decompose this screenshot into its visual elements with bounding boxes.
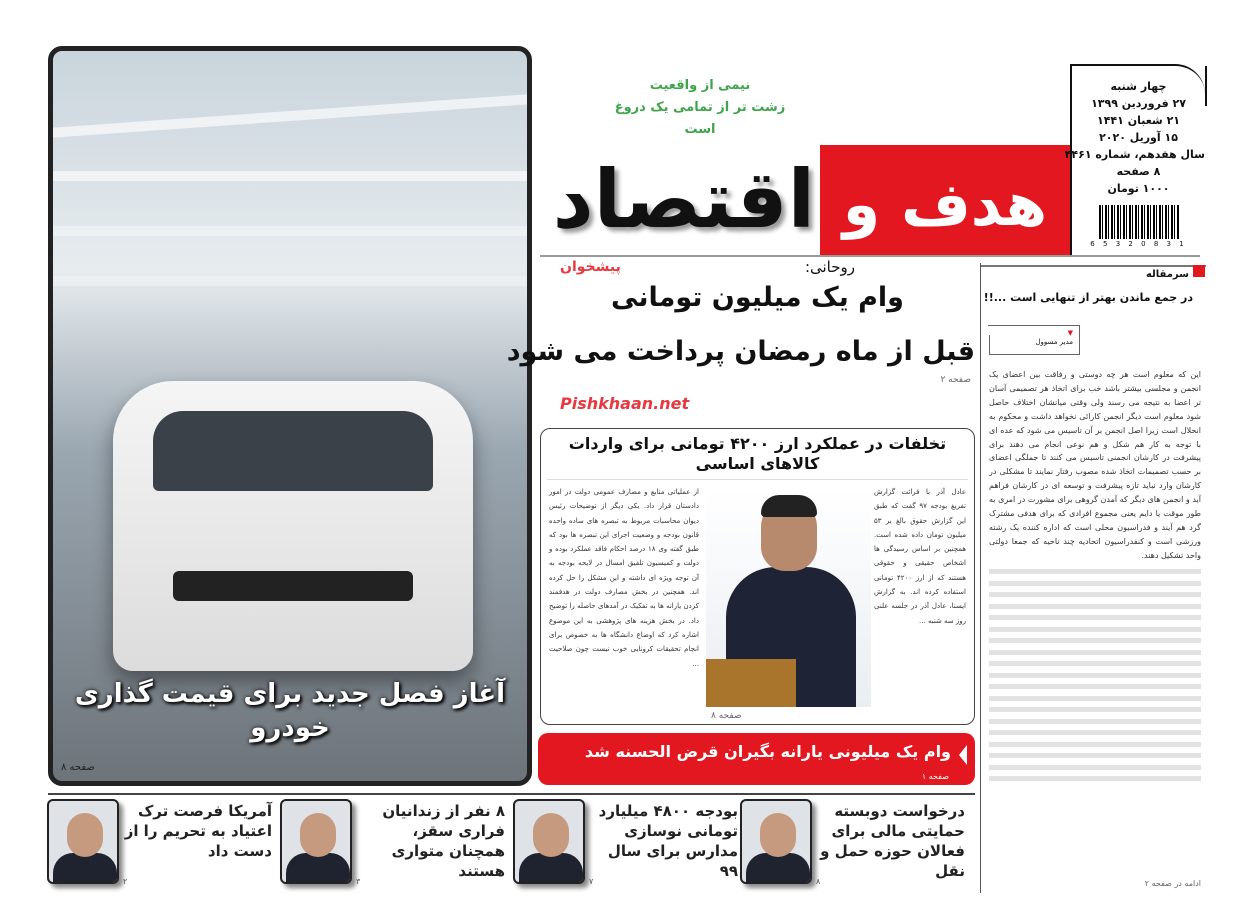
teaser-item[interactable]	[513, 797, 738, 889]
issue-number: سال هفدهم، شماره ۴۴۶۱	[1064, 148, 1205, 161]
date-gregorian: ۱۵ آوریل ۲۰۲۰	[1099, 131, 1178, 144]
editorial-title[interactable]: در جمع ماندن بهتر از تنهایی است ...!!	[983, 291, 1193, 304]
lead-page-ref: صفحه ۲	[940, 375, 971, 385]
ceiling-beam	[53, 276, 527, 286]
arrow-icon	[959, 745, 967, 765]
barcode-number: 1 3 8 0 2 3 5 6	[1090, 240, 1187, 248]
slogan-line: نیمی از واقعیت	[649, 78, 751, 93]
teaser-text[interactable]: درخواست دوبسته حمایتی مالی برای فعالان حوزه حمل و نقل	[820, 802, 965, 880]
logo-main: اقتصاد	[552, 153, 815, 246]
article-column-right: عادل آذر با قرائت گزارش تفریغ بودجه ۹۷ گفت که طبق این گزارش حقوق بالغ بر ۵۳ میلیون تومان داده شده است. همچنین بر اساس رسیدگی ها اشخاص حقیقی و حقوقی هستند که از ارز ۴۲۰۰ تومانی استفاده کرده اند. به گزارش ایسنا، عادل آذر در جلسه علنی روز سه شنبه ...	[874, 488, 966, 625]
editorial-text: این که معلوم است هر چه دوستی و رفاقت بین اعضای یک انجمن و مجلسی بیشتر باشد خب برای اتخاذ هر تصمیمی آسان تر اعضا به نتیجه می رسند ولی وقتی میانشان اختلاف حاصل شود معلوم است دیگر انجمن کارائی نخواهد داشت و محکوم به انحلال است زیرا اصل انجمن بر آن تاسیس می شود که عده ای با توجه به کار هم شکل و هم نوعی انجام می دهند برای پیشرفت در کارشان انجمنی تاسیس می کنند تا جملگی اعضای بر حسب تصمیمات اتخاذ شده مصوب رفتار نمایند تا مشکلی در کارشان وارد نباید تازه پیشرفت و توسعه ای در کارشان فراهم آید و انجمن های دیگر که آمدن گروهی برای مشورت در امری به طور موقت یا دایم یعنی مجموع افرادی که برای هدفی مشترک گرد هم آیند و فدراسیون محلی است که اداره کننده یک رشته ورزشی است و کنفدراسیون اتحادیه چند ناحیه که جمعا دولتی واحد تشکیل دهند.	[989, 370, 1201, 560]
official-portrait	[706, 489, 871, 707]
slogan	[600, 75, 800, 141]
article-box[interactable]	[540, 428, 975, 725]
price: ۱۰۰۰ تومان	[1107, 182, 1170, 195]
editorial-body	[989, 368, 1201, 788]
teaser-photo	[740, 799, 812, 884]
photo-page-ref: صفحه ۸	[61, 762, 95, 773]
triangle-icon: ▼	[1067, 329, 1073, 337]
author: مدیر مسوول	[1035, 338, 1073, 346]
headline-kicker: روحانی:	[804, 258, 855, 276]
teaser-page-ref: ۳	[356, 877, 361, 886]
teaser-page-ref: ۷	[589, 877, 594, 886]
page-count: ۸ صفحه	[1116, 165, 1161, 178]
date-lunar: ۲۱ شعبان ۱۴۴۱	[1097, 114, 1180, 127]
headline-line[interactable]: وام یک میلیون تومانی	[611, 282, 904, 313]
watermark-url: Pishkhaan.net	[560, 394, 690, 413]
divider	[989, 335, 1079, 355]
headline-line[interactable]: قبل از ماه رمضان پرداخت می شود	[506, 336, 975, 367]
banner-text[interactable]: وام یک میلیونی یارانه بگیران قرض الحسنه شد	[584, 742, 951, 761]
newspaper-logo	[545, 150, 815, 250]
ceiling-beam	[53, 226, 527, 236]
article-title[interactable]: تخلفات در عملکرد ارز ۴۲۰۰ تومانی برای واردات کالاهای اساسی	[547, 429, 968, 480]
watermark: پیشخوان	[560, 259, 621, 275]
divider	[48, 793, 975, 795]
photo-caption[interactable]: آغاز فصل جدید برای قیمت گذاری خودرو	[74, 679, 506, 743]
divider	[540, 255, 1200, 257]
slogan-line: زشت تر از تمامی یک دروغ است	[614, 100, 786, 137]
banner-page-ref: صفحه ۱	[921, 772, 949, 781]
teaser-photo	[513, 799, 585, 884]
issue-info-box	[1064, 64, 1205, 255]
teaser-text[interactable]: ۸ نفر از زندانیان فراری سقز، همچنان متواری هستند	[382, 802, 505, 880]
teaser-item[interactable]	[47, 797, 272, 889]
logo-sub: هدف و	[842, 170, 1048, 240]
red-banner-headline[interactable]	[538, 733, 975, 785]
article-column-left: از عملیاتی منابع و مصارف عمومی دولت در امور دادستان قرار داد. یکی دیگر از توضیحات رئیس دیوان محاسبات مربوط به تبصره های ساده واحده قانون بودجه و وضعیت اجرای این تبصره ها بود که طبق گفته وی ۱۸ درصد احکام فاقد عملکرد بوده و دولت و کمیسیون تلفیق امسال در لایحه بودجه به آن توجه ویژه ای داشته و این مشکل را حل کرده اند. همچنین در بخش مصارف دولت در هدفمند کردن یارانه ها به تفکیک در آمدهای حاصله را توضیح داد. در بخش هزینه های پژوهشی به این موضوع اشاره کرد که اوضاع دانشگاه ها به خصوص برای انجام تحقیقات کرونایی خوب نیست چون صلاحیت ...	[549, 488, 700, 668]
editorial-label: سرمقاله	[1145, 269, 1189, 280]
teaser-item[interactable]	[740, 797, 965, 889]
teaser-text[interactable]: آمریکا فرصت ترک اعتیاد به تحریم را از دست داد	[124, 802, 272, 860]
weekday: چهار شنبه	[1110, 80, 1167, 93]
barcode	[1099, 205, 1179, 239]
article-page-ref: صفحه ۸	[711, 711, 742, 721]
cover-photo[interactable]	[48, 46, 532, 786]
teaser-item[interactable]	[280, 797, 505, 889]
teaser-text[interactable]: بودجه ۴۸۰۰ میلیارد تومانی نوسازی مدارس برای سال ۹۹	[598, 802, 738, 880]
teaser-page-ref: ۲	[123, 877, 128, 886]
section-marker-icon	[1193, 265, 1205, 277]
lead-story[interactable]	[506, 258, 975, 386]
ceiling-beam	[53, 171, 527, 181]
editorial-column[interactable]	[980, 263, 1205, 893]
ceiling-beam	[53, 94, 527, 137]
teaser-photo	[47, 799, 119, 884]
car-image	[113, 381, 473, 671]
divider	[981, 265, 1206, 267]
teaser-page-ref: ۸	[816, 877, 821, 886]
continued-link[interactable]: ادامه در صفحه ۲	[1144, 879, 1201, 888]
date-solar: ۲۷ فروردین ۱۳۹۹	[1091, 97, 1186, 110]
teaser-photo	[280, 799, 352, 884]
